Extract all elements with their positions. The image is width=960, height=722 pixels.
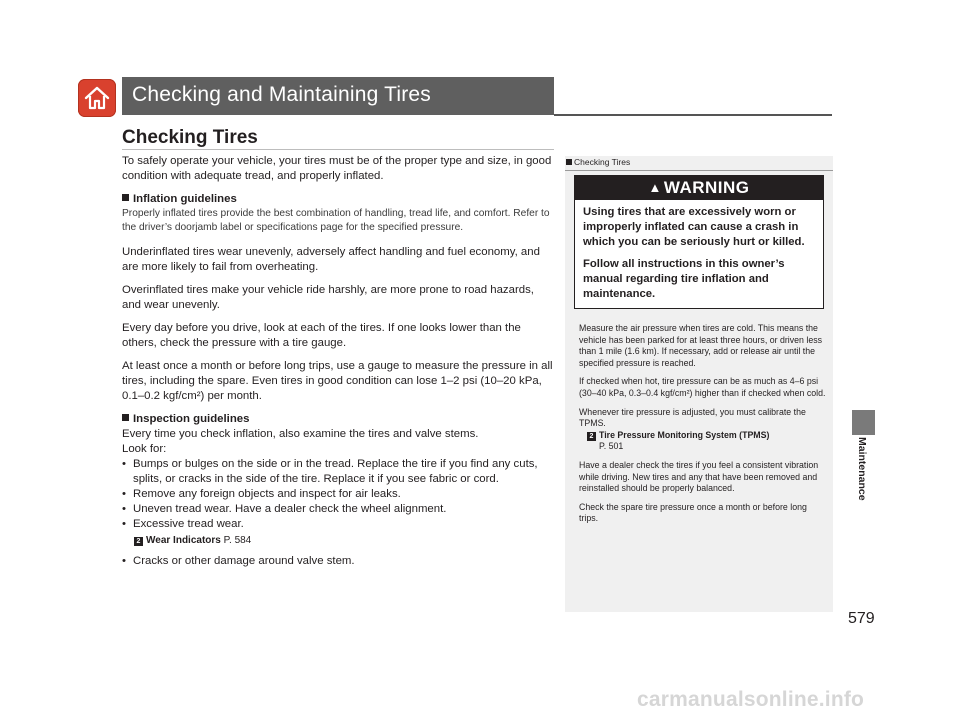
side-note-text: [579, 323, 827, 532]
look-for-label: Look for:: [122, 443, 167, 455]
bullet-icon: •: [122, 555, 126, 567]
watermark: carmanualsonline.info: [637, 688, 865, 711]
list-item: • Cracks or other damage around valve stem.: [122, 555, 355, 567]
warning-text: Using tires that are excessively worn or improperly inflated can cause a crash in which you can be seriously hurt or killed.: [583, 206, 805, 248]
inflation-note: Properly inflated tires provide the best combination of handling, tread life, and comfort. Refer to the driver’s doorjamb label or specifications page for the specified pressure.: [122, 208, 550, 233]
bullet-icon: •: [122, 518, 126, 530]
home-button[interactable]: [78, 79, 116, 117]
side-note-label: Checking Tires: [574, 157, 631, 167]
underinflated-paragraph: Underinflated tires wear unevenly, adversely affect handling and fuel economy, and are more likely to fail from overheating.: [122, 246, 540, 273]
side-paragraph: Check the spare tire pressure once a month or before long trips.: [579, 501, 807, 524]
warning-body: [575, 200, 823, 302]
side-note-box: [565, 156, 833, 612]
warning-text: Follow all instructions in this owner’s manual regarding tire inflation and maintenance.: [583, 258, 785, 300]
inspection-heading-text: Inspection guidelines: [133, 413, 250, 425]
home-icon: [83, 84, 111, 112]
warning-triangle-icon: ▲: [648, 180, 662, 195]
note-square-icon: [566, 159, 572, 165]
tpms-link[interactable]: 2 Tire Pressure Monitoring System (TPMS): [579, 430, 769, 440]
chapter-title-bar: [122, 77, 554, 115]
side-paragraph: If checked when hot, tire pressure can be as much as 4–6 psi (30–40 kPa, 0.3–0.4 kgf/cm²) higher than if checked when cold.: [579, 376, 826, 398]
bullet-icon: •: [122, 503, 126, 515]
daily-check-paragraph: Every day before you drive, look at each of the tires. If one looks lower than the others, check the pressure with a tire gauge.: [122, 322, 521, 349]
side-paragraph: Whenever tire pressure is adjusted, you must calibrate the TPMS. 2 Tire Pressure Monitoring System (TPMS) P. 501: [579, 406, 806, 452]
inspection-list-continued: [122, 554, 554, 569]
chapter-tab-marker[interactable]: [852, 410, 875, 435]
tpms-link-page[interactable]: P. 501: [599, 441, 624, 452]
section-divider: [122, 149, 554, 150]
side-note-header: [565, 156, 833, 171]
inflation-heading-text: Inflation guidelines: [133, 193, 237, 205]
side-paragraph: Have a dealer check the tires if you feel a consistent vibration while driving. New tires and any that have been removed and reinstalled should be properly balanced.: [579, 459, 819, 494]
heading-square-icon: [122, 414, 129, 421]
page-number: 579: [848, 610, 875, 627]
inflation-heading: [122, 192, 554, 207]
bullet-icon: •: [122, 488, 126, 500]
warning-header: [575, 176, 823, 200]
cross-reference-icon: 2: [134, 537, 143, 546]
overinflated-paragraph: Overinflated tires make your vehicle ride harshly, are more prone to road hazards, and wear unevenly.: [122, 284, 534, 311]
list-item: • Bumps or bulges on the side or in the tread. Replace the tire if you find any cuts, splits, or cracks in the side of the tire. Replace it if you see fabric or cord.: [122, 458, 538, 485]
warning-box: [574, 175, 824, 309]
intro-paragraph: To safely operate your vehicle, your tires must be of the proper type and size, in good condition with adequate tread, and properly inflated.: [122, 155, 552, 182]
inspection-heading: [122, 412, 554, 427]
side-paragraph: Measure the air pressure when tires are cold. This means the vehicle has been parked for at least three hours, or driven less than 1 mile (1.6 km). If necessary, add or release air until the specified pressure is reached.: [579, 323, 823, 368]
list-item: • Excessive tread wear.: [122, 518, 244, 530]
list-item: • Uneven tread wear. Have a dealer check the wheel alignment.: [122, 503, 447, 515]
chapter-title: Checking and Maintaining Tires: [132, 83, 431, 106]
list-item: • Remove any foreign objects and inspect for air leaks.: [122, 488, 401, 500]
cross-reference-icon: 2: [587, 432, 596, 441]
warning-title: WARNING: [663, 178, 750, 197]
chapter-tab-label[interactable]: Maintenance: [856, 437, 868, 501]
bullet-icon: •: [122, 458, 126, 470]
heading-square-icon: [122, 194, 129, 201]
inspection-intro: Every time you check inflation, also examine the tires and valve stems.: [122, 428, 479, 440]
main-content: [122, 154, 554, 569]
monthly-check-paragraph: At least once a month or before long trips, use a gauge to measure the pressure in all tires, including the spare. Even tires in good condition can lose 1–2 psi (10–20 kPa, 0.1–0.2 kgf/cm²) per month.: [122, 360, 553, 402]
inspection-list: [122, 457, 554, 532]
chapter-divider: [554, 114, 832, 116]
wear-indicators-link[interactable]: 2 Wear Indicators P. 584: [122, 533, 554, 548]
section-title: Checking Tires: [122, 127, 258, 148]
